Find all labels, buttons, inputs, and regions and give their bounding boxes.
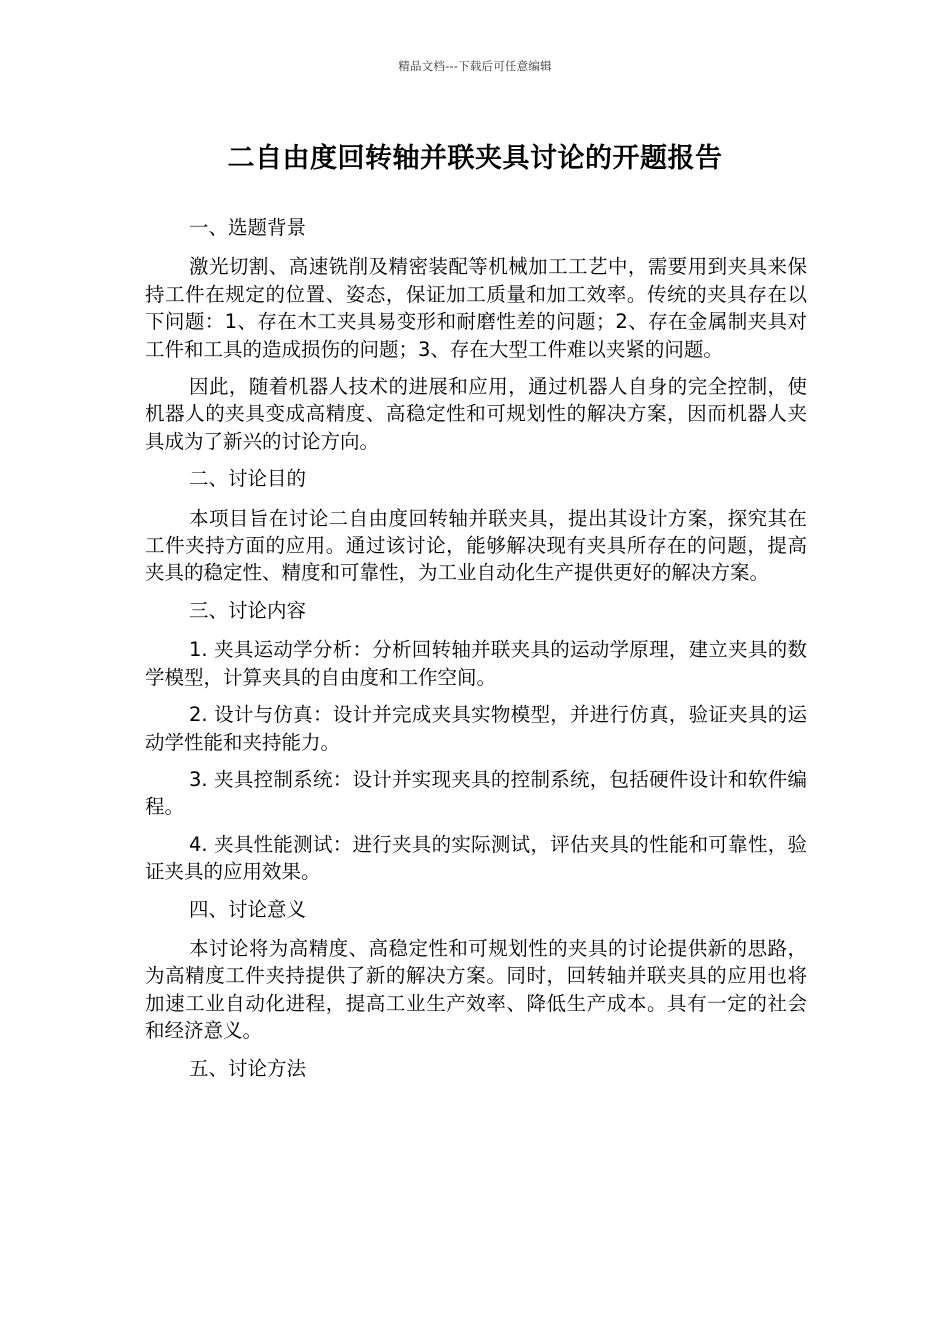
section-heading-method: 五、讨论方法 xyxy=(189,1056,307,1080)
paragraph-significance: 本讨论将为高精度、高稳定性和可规划性的夹具的讨论提供新的思路，为高精度工件夹持提供了新的解决方案。同时，回转轴并联夹具的应用也将加速工业自动化进程，提高工业生产效率、降低生产成本。具有一定的社会和经济意义。 xyxy=(145,936,807,1043)
section-heading-background: 一、选题背景 xyxy=(189,216,307,239)
section-heading-purpose: 二、讨论目的 xyxy=(189,467,307,491)
content-item-3: 3. 夹具控制系统：设计并实现夹具的控制系统，包括硬件设计和软件编程。 xyxy=(145,767,807,819)
content-item-1: 1. 夹具运动学分析：分析回转轴并联夹具的运动学原理，建立夹具的数学模型，计算夹具的自由度和工作空间。 xyxy=(145,638,807,689)
document-body xyxy=(145,214,807,1094)
paragraph-purpose: 本项目旨在讨论二自由度回转轴并联夹具，提出其设计方案，探究其在工件夹持方面的应用。通过该讨论，能够解决现有夹具所存在的问题，提高夹具的稳定性、精度和可靠性，为工业自动化生产提供更好的解决方案。 xyxy=(145,506,807,585)
paragraph-background-2: 因此，随着机器人技术的进展和应用，通过机器人自身的完全控制，使机器人的夹具变成高精度、高稳定性和可规划性的解决方案，因而机器人夹具成为了新兴的讨论方向。 xyxy=(145,375,807,453)
paragraph-background-1: 激光切割、高速铣削及精密装配等机械加工工艺中，需要用到夹具来保持工件在规定的位置、姿态，保证加工质量和加工效率。传统的夹具存在以下问题：1、存在木工夹具易变形和耐磨性差的问题；2、存在金属制夹具对工件和工具的造成损伤的问题；3、存在大型工件难以夹紧的问题。 xyxy=(145,255,807,361)
content-item-4: 4. 夹具性能测试：进行夹具的实际测试，评估夹具的性能和可靠性，验证夹具的应用效果。 xyxy=(145,832,807,884)
header-note: 精品文档---下载后可任意编辑 xyxy=(398,59,552,73)
section-heading-content: 三、讨论内容 xyxy=(189,598,307,622)
document-title: 二自由度回转轴并联夹具讨论的开题报告 xyxy=(227,143,723,174)
content-item-2: 2. 设计与仿真：设计并完成夹具实物模型，并进行仿真，验证夹具的运动学性能和夹持能力。 xyxy=(145,703,807,754)
section-heading-significance: 四、讨论意义 xyxy=(189,897,307,921)
